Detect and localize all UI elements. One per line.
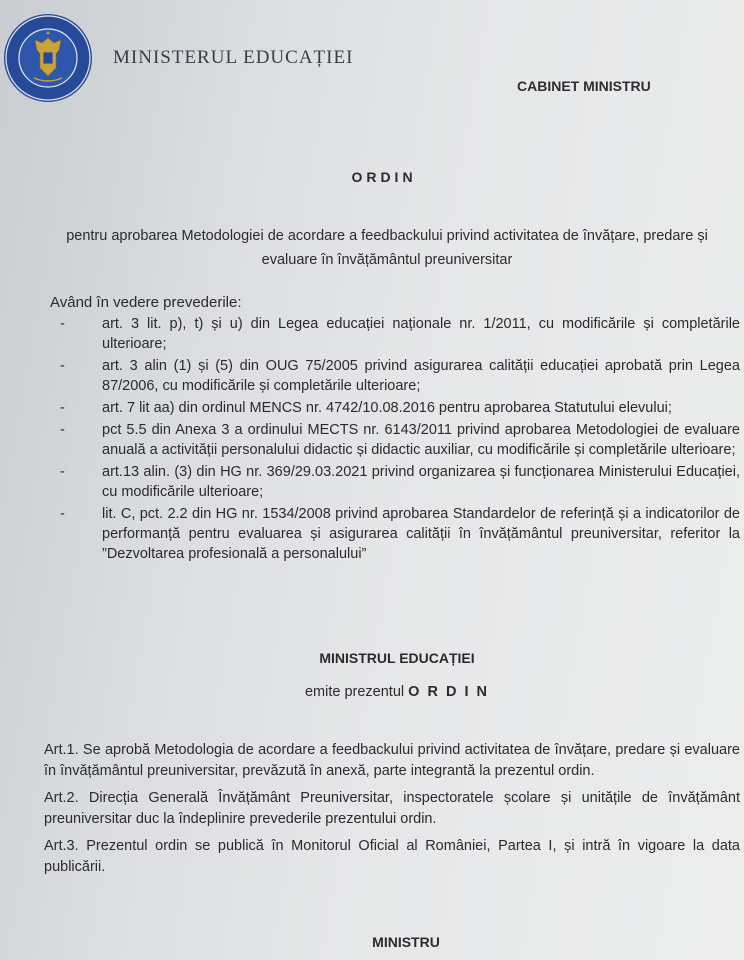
provision-text: art. 3 lit. p), t) și u) din Legea educației naționale nr. 1/2011, cu modificările și completările ulterioare; — [102, 316, 740, 352]
article-3: Art.3. Prezentul ordin se publică în Monitorul Oficial al României, Partea I, și intră în vigoare la data publicării. — [44, 838, 740, 875]
emits-line — [0, 684, 744, 700]
provision-item — [50, 398, 740, 418]
article-1: Art.1. Se aprobă Metodologia de acordare a feedbackului privind activitatea de învățare, predare și evaluare în învățământul preuniversitar, prevăzută în anexă, parte integrantă la prezentul ordin. — [44, 742, 740, 779]
emits-word: O R D I N — [408, 684, 489, 700]
bullet-dash: - — [60, 400, 65, 416]
provision-item — [50, 420, 740, 460]
provision-text: pct 5.5 din Anexa 3 a ordinului MECTS nr. 6143/2011 privind aprobarea Metodologiei de evaluare anuală a activității personalului didactic și didactic auxiliar, cu modificările și completările ulterioare; — [102, 422, 740, 458]
issuer-heading: MINISTRUL EDUCAȚIEI — [319, 650, 475, 666]
provision-text: lit. C, pct. 2.2 din HG nr. 1534/2008 privind aprobarea Standardelor de referință și a indicatorilor de performanță pentru evaluarea și asigurarea calității în învățământul preuniversitar, referitor la ”Dezvoltarea profesională a personalului” — [102, 506, 740, 562]
ministry-name: MINISTERUL EDUCAȚIEI — [113, 47, 354, 68]
provision-text: art. 7 lit aa) din ordinul MENCS nr. 4742/10.08.2016 pentru aprobarea Statutului elevului; — [102, 400, 672, 416]
bullet-dash: - — [60, 422, 65, 438]
article-2: Art.2. Direcția Generală Învățământ Preuniversitar, inspectoratele școlare și unitățile de învățământ preuniversitar duc la îndeplinire prevederile prezentului ordin. — [44, 790, 740, 827]
provision-text: art. 3 alin (1) și (5) din OUG 75/2005 privind asigurarea calității educației aprobată prin Legea 87/2006, cu modificările și completările ulterioare; — [102, 358, 740, 394]
considering-heading: Având în vedere prevederile: — [50, 294, 242, 311]
provision-item — [50, 356, 740, 396]
cabinet-label: CABINET MINISTRU — [517, 78, 651, 94]
bullet-dash: - — [60, 464, 65, 480]
government-seal-icon — [2, 12, 94, 104]
provision-item — [50, 504, 740, 564]
articles-list — [44, 740, 740, 884]
signature-label: MINISTRU — [372, 934, 440, 950]
document-title: ORDIN — [351, 169, 417, 185]
bullet-dash: - — [60, 316, 65, 332]
provision-text: art.13 alin. (3) din HG nr. 369/29.03.2021 privind organizarea și funcționarea Ministerului Educației, cu modificările ulterioare; — [102, 464, 740, 500]
document-subtitle: pentru aprobarea Metodologiei de acordare a feedbackului privind activitatea de învățare, predare și evaluare în învățământul preuniversitar — [66, 228, 708, 268]
bullet-dash: - — [60, 506, 65, 522]
provision-item — [50, 462, 740, 502]
provisions-list — [50, 314, 740, 566]
provision-item — [50, 314, 740, 354]
bullet-dash: - — [60, 358, 65, 374]
emits-prefix: emite prezentul — [304, 684, 405, 700]
